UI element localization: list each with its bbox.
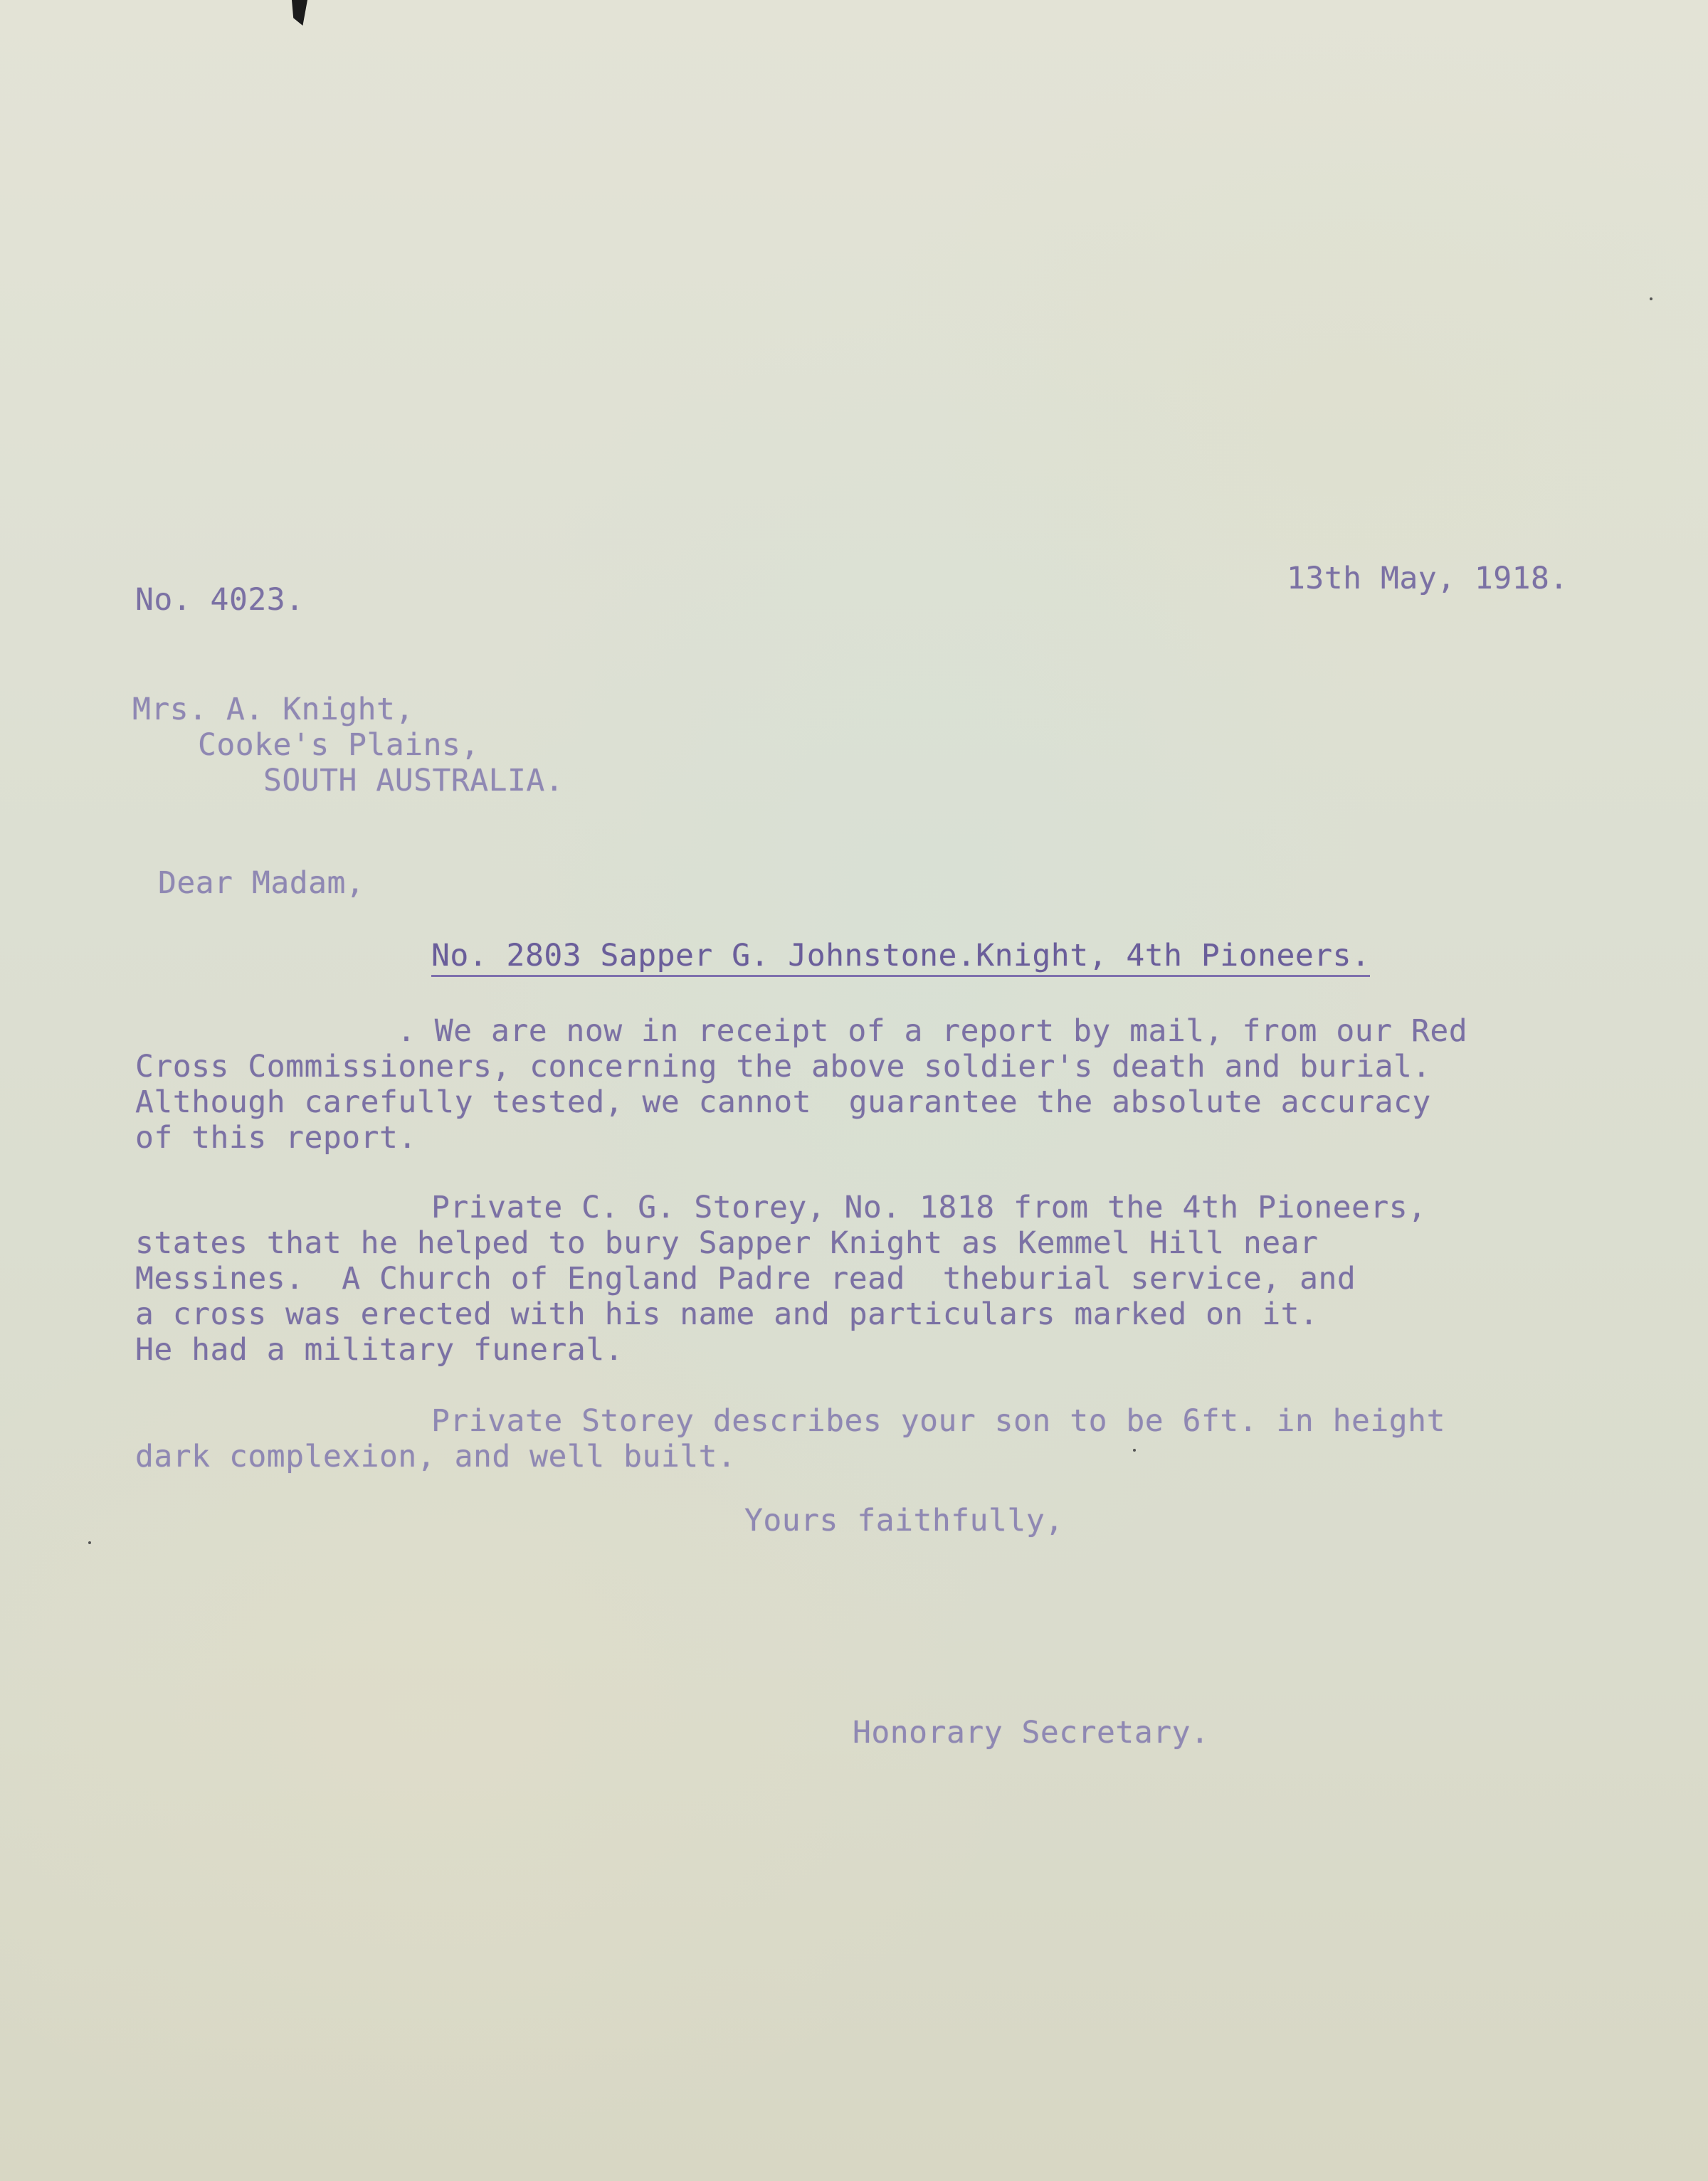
paragraph-line: of this report. xyxy=(135,1120,417,1156)
paragraph-line: . We are now in receipt of a report by mail, from our Red xyxy=(397,1013,1468,1049)
paragraph-line: Cross Commissioners, concerning the above soldier's death and burial. xyxy=(135,1049,1431,1084)
paragraph-line: Although carefully tested, we cannot guarantee the absolute accuracy xyxy=(135,1084,1431,1120)
address-line-name: Mrs. A. Knight, xyxy=(132,692,414,727)
paragraph-line: states that he helped to bury Sapper Knight as Kemmel Hill near xyxy=(135,1225,1319,1261)
address-line-state: SOUTH AUSTRALIA. xyxy=(263,763,564,798)
letter-date: 13th May, 1918. xyxy=(1287,561,1569,596)
reference-number: No. 4023. xyxy=(135,582,305,618)
paragraph-line: Private C. G. Storey, No. 1818 from the 4th Pioneers, xyxy=(431,1190,1427,1225)
address-line-town: Cooke's Plains, xyxy=(198,727,480,763)
paragraph-line: Messines. A Church of England Padre read theburial service, and xyxy=(135,1261,1356,1297)
paper-fleck xyxy=(88,1541,91,1544)
closing: Yours faithfully, xyxy=(744,1503,1064,1538)
paper-fleck xyxy=(1133,1449,1136,1452)
salutation: Dear Madam, xyxy=(158,865,365,901)
subject-line: No. 2803 Sapper G. Johnstone.Knight, 4th Pioneers. xyxy=(431,938,1370,977)
paragraph-line: Private Storey describes your son to be 6ft. in height xyxy=(431,1403,1445,1439)
paragraph-line: dark complexion, and well built. xyxy=(135,1439,737,1474)
paragraph-line: He had a military funeral. xyxy=(135,1332,624,1368)
paper-fleck xyxy=(1650,297,1652,300)
paragraph-line: a cross was erected with his name and particulars marked on it. xyxy=(135,1297,1319,1332)
signature-title: Honorary Secretary. xyxy=(853,1715,1210,1750)
corner-ink-mark xyxy=(292,0,307,26)
